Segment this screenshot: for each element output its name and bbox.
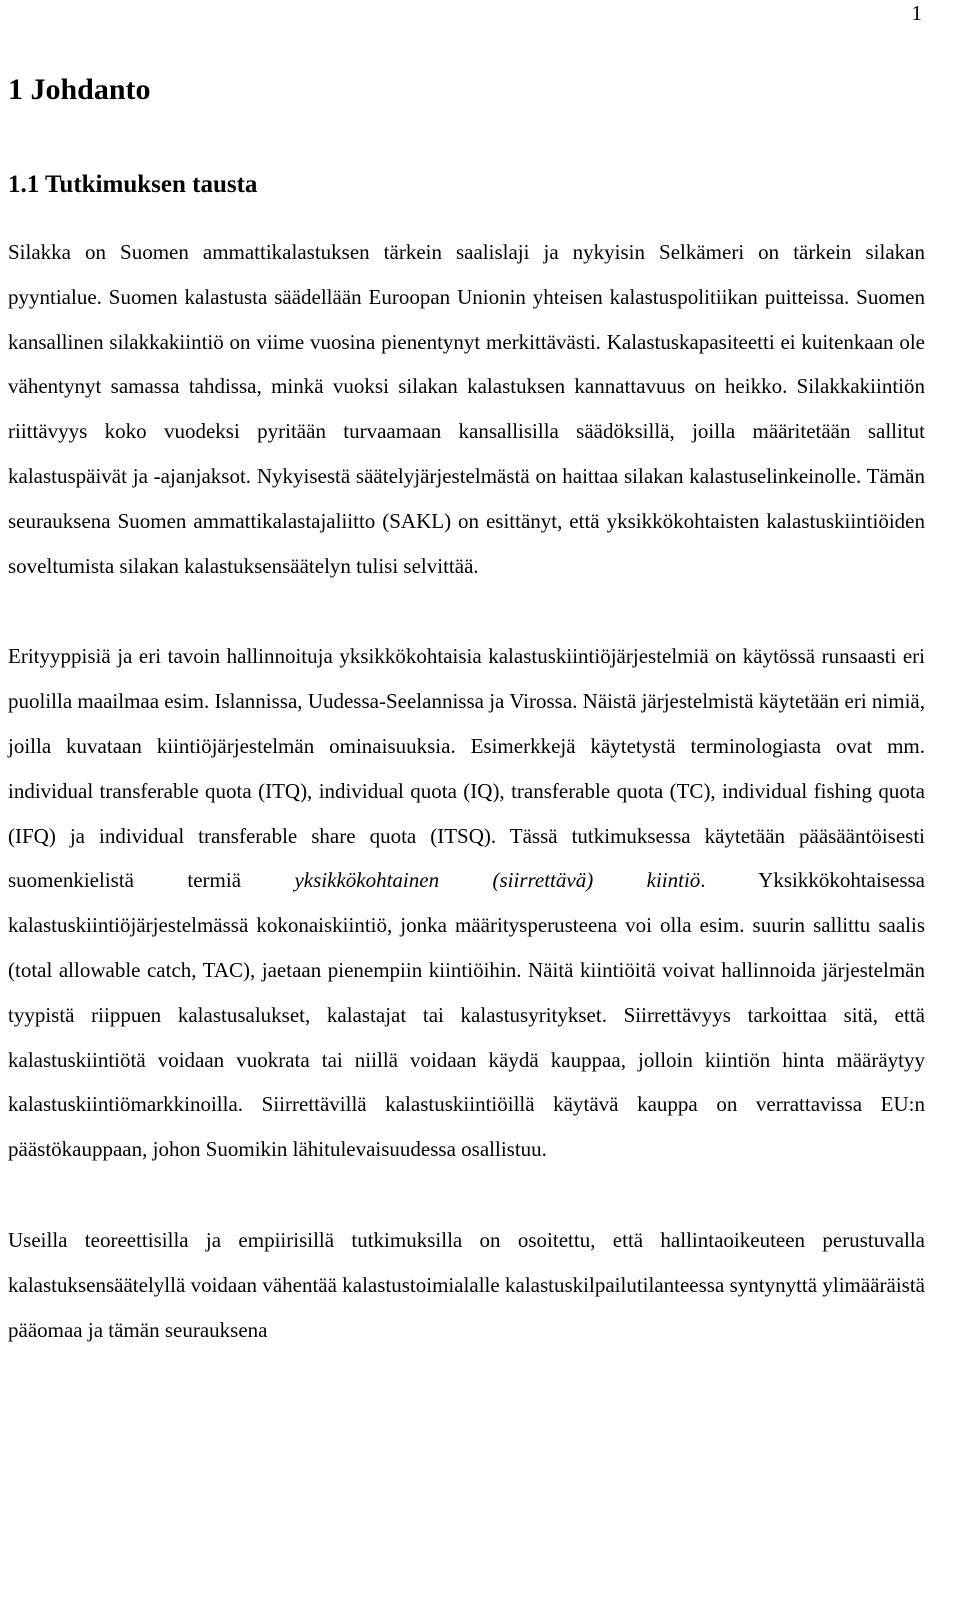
paragraph-2-text-before: Erityyppisiä ja eri tavoin hallinnoituja yksikkökohtaisia kalastuskiintiöjärjestelmiä on käytössä runsaasti eri puolilla maailmaa esim. Islannissa, Uudessa-Seelannissa ja Virossa. Näistä järjestelmistä käytetään eri nimiä, joilla kuvataan kiintiöjärjestelmän ominaisuuksia. Esimerkkejä käytetystä terminologiasta ovat mm. individual transferable quota (ITQ), individual quota (IQ), transferable quota (TC), individual fishing quota (IFQ) ja individual transferable share quota (ITSQ). Tässä tutkimuksessa käytetään pääsääntöisesti suomenkielistä termiä — [8, 644, 925, 893]
body-text — [8, 230, 925, 1398]
paragraph-1: Silakka on Suomen ammattikalastuksen tärkein saalislaji ja nykyisin Selkämeri on tärkein silakan pyyntialue. Suomen kalastusta säädellään Euroopan Unionin yhteisen kalastuspolitiikan puitteissa. Suomen kansallinen silakkakiintiö on viime vuosina pienentynyt merkittävästi. Kalastuskapasiteetti ei kuitenkaan ole vähentynyt samassa tahdissa, minkä vuoksi silakan kalastuksen kannattavuus on heikko. Silakkakiintiön riittävyys koko vuodeksi pyritään turvaamaan kansallisilla säädöksillä, joilla määritetään sallitut kalastuspäivät ja -ajanjaksot. Nykyisestä säätelyjärjestelmästä on haittaa silakan kalastuselinkeinolle. Tämän seurauksena Suomen ammattikalastajaliitto (SAKL) on esittänyt, että yksikkökohtaisten kalastuskiintiöiden soveltumista silakan kalastuksensäätelyn tulisi selvittää. — [8, 240, 925, 578]
paragraph-2-text-after: . Yksikkökohtaisessa kalastuskiintiöjärjestelmässä kokonaiskiintiö, jonka määritysperusteena voi olla esim. suurin sallittu saalis (total allowable catch, TAC), jaetaan pienempiin kiintiöihin. Näitä kiintiöitä voivat hallinnoida järjestelmän tyypistä riippuen kalastusalukset, kalastajat tai kalastusyritykset. Siirrettävyys tarkoittaa sitä, että kalastuskiintiötä voidaan vuokrata tai niillä voidaan käydä kauppaa, jolloin kiintiön hinta määräytyy kalastuskiintiömarkkinoilla. Siirrettävillä kalastuskiintiöillä käytävä kauppa on verrattavissa EU:n päästökauppaan, johon Suomikin lähitulevaisuudessa osallistuu. — [8, 868, 925, 1162]
page-number: 1 — [911, 1, 922, 25]
paragraph-3: Useilla teoreettisilla ja empiirisillä tutkimuksilla on osoitettu, että hallintaoikeuteen perustuvalla kalastuksensäätelyllä voidaan vähentää kalastustoimialalle kalastuskilpailutilanteessa syntynyttä ylimääräistä pääomaa ja tämän seurauksena — [8, 1227, 925, 1342]
paragraph-2 — [8, 634, 925, 1172]
chapter-heading: 1 Johdanto — [8, 73, 151, 106]
italic-term: yksikkökohtainen (siirrettävä) kiintiö — [294, 868, 701, 893]
section-heading: 1.1 Tutkimuksen tausta — [8, 171, 258, 198]
